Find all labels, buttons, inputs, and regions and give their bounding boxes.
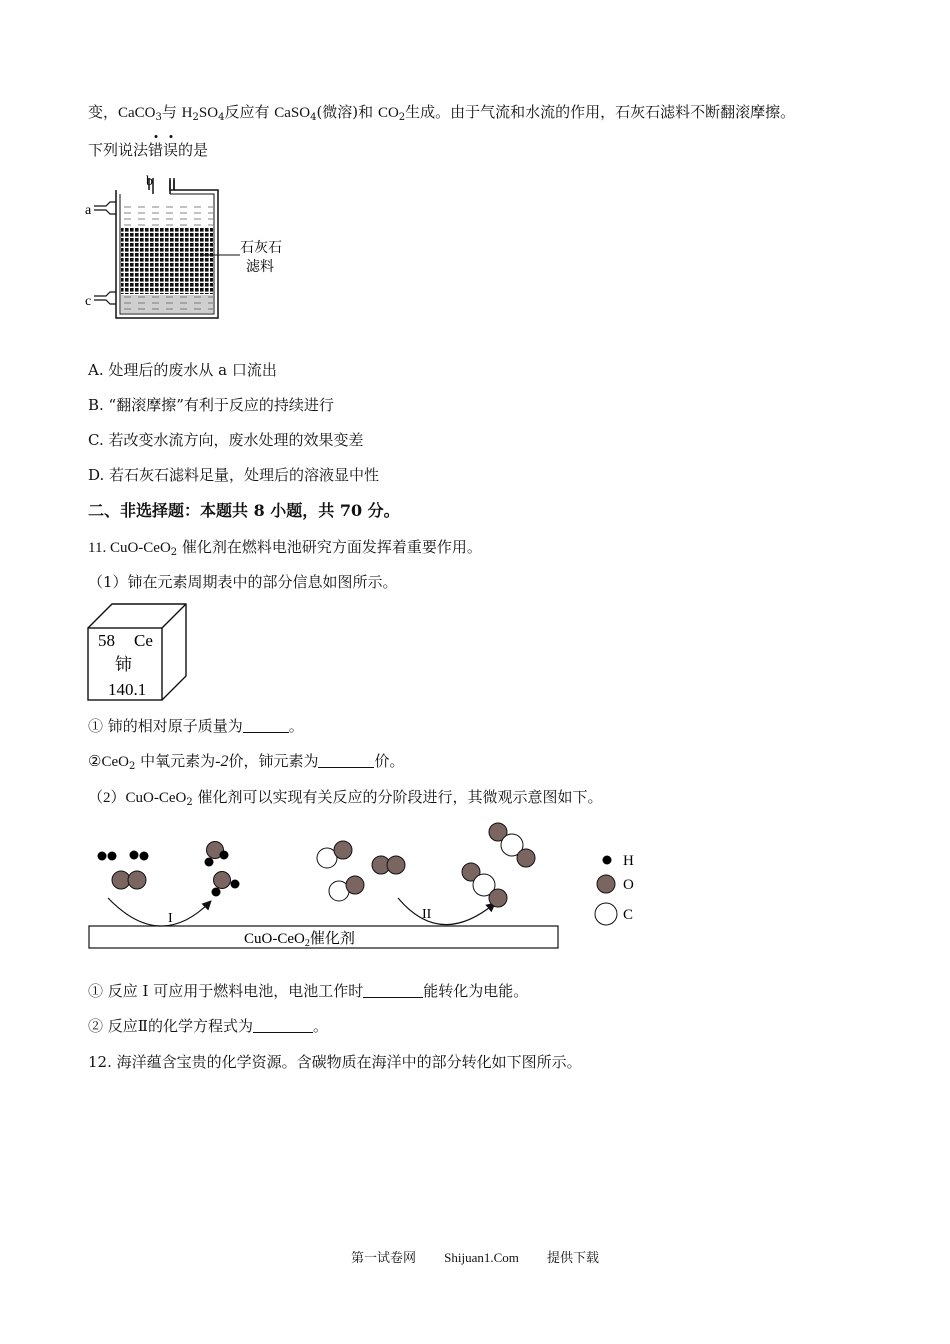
option-b: B. “翻滚摩擦”有利于反应的持续进行 xyxy=(88,396,334,414)
text-fragment: 11. CuO-CeO xyxy=(88,540,171,556)
q11-sub2 xyxy=(88,751,404,772)
footer-site-en: Shijuan1.Com xyxy=(444,1250,519,1265)
subscript: 2 xyxy=(186,797,193,808)
o2-molecule xyxy=(372,856,405,874)
q10-text-line xyxy=(88,102,795,123)
atomic-number: 58 xyxy=(98,631,115,650)
text-fragment: 能转化为电能。 xyxy=(423,982,529,1000)
text-fragment: 价，铈元素为 xyxy=(228,752,319,770)
subscript: 2 xyxy=(128,761,136,772)
text-fragment: 催化剂在燃料电池研究方面发挥着重要作用。 xyxy=(177,538,482,556)
text-fragment: ②CeO xyxy=(88,754,129,770)
q11-sub4 xyxy=(88,1016,328,1036)
formula-caco3: CaCO xyxy=(118,105,156,121)
text-fragment: 价。 xyxy=(374,752,405,770)
q11-part1: （1）铈在元素周期表中的部分信息如图所示。 xyxy=(88,573,398,591)
h2o-molecule xyxy=(212,872,240,897)
subscript: 2 xyxy=(192,112,199,123)
h2-molecule xyxy=(98,852,117,861)
legend-carbon-label: C xyxy=(623,907,634,923)
text-fragment: 变， xyxy=(88,103,119,121)
valence-value: -2 xyxy=(215,753,229,770)
legend-hydrogen-label: H xyxy=(623,853,634,869)
answer-blank[interactable] xyxy=(318,753,374,768)
text-fragment: (微溶)和 xyxy=(316,103,378,121)
filter-label-1: 石灰石 xyxy=(240,240,282,256)
emphasis-char: 误 xyxy=(163,141,179,159)
co-molecule xyxy=(329,876,364,901)
co2-molecule xyxy=(489,823,535,867)
text-fragment: 中氧元素为 xyxy=(135,752,216,770)
text-fragment: ① 铈的相对原子质量为 xyxy=(88,717,243,735)
legend-oxygen-label: O xyxy=(623,877,634,893)
o2-molecule xyxy=(112,871,146,889)
legend-hydrogen-swatch xyxy=(603,856,612,865)
q11-sub1 xyxy=(88,716,304,736)
text-fragment: 与 xyxy=(161,103,182,121)
step-1-label: I xyxy=(168,911,173,926)
text-fragment: ① 反应 I 可应用于燃料电池，电池工作时 xyxy=(88,982,364,1000)
text-fragment: 反应有 xyxy=(224,103,275,121)
outlet-b-label: b xyxy=(146,174,153,189)
h2o-molecule xyxy=(205,842,229,867)
option-a: A. 处理后的废水从 a 口流出 xyxy=(88,361,277,379)
atomic-mass: 140.1 xyxy=(108,680,147,699)
q11-part2 xyxy=(88,787,602,808)
text-fragment: （2）CuO-CeO xyxy=(88,790,187,806)
q11-stem xyxy=(88,537,482,558)
answer-blank[interactable] xyxy=(363,983,423,998)
formula-h2so4: H xyxy=(181,105,193,121)
text-fragment: 的是 xyxy=(178,141,209,159)
q12-stem: 12. 海洋蕴含宝贵的化学资源。含碳物质在海洋中的部分转化如下图所示。 xyxy=(88,1053,582,1071)
page-footer xyxy=(0,1247,950,1266)
q10-prompt xyxy=(88,140,208,160)
subscript: 4 xyxy=(310,112,317,123)
inlet-a-label: a xyxy=(85,203,92,218)
inlet-c-label: c xyxy=(85,294,92,309)
reaction-arrow-2 xyxy=(398,898,494,925)
text-fragment: 。 xyxy=(288,717,304,735)
text-fragment: ② 反应Ⅱ的化学方程式为 xyxy=(88,1017,253,1035)
emphasis-char: 错 xyxy=(148,141,164,159)
element-name: 铈 xyxy=(115,655,132,675)
text-fragment: 下列说法 xyxy=(88,141,149,159)
q11-sub3 xyxy=(88,981,528,1001)
legend-oxygen-swatch xyxy=(597,875,615,893)
catalyst-label: CuO-CeO$_2$催化剂 xyxy=(244,929,355,949)
option-d: D. 若石灰石滤料足量，处理后的溶液显中性 xyxy=(88,466,380,484)
element-symbol: Ce xyxy=(134,631,153,650)
option-c: C. 若改变水流方向，废水处理的效果变差 xyxy=(88,431,364,449)
text-fragment: 催化剂可以实现有关反应的分阶段进行，其微观示意图如下。 xyxy=(192,788,603,806)
formula-caso4: CaSO xyxy=(274,105,311,121)
subscript: 3 xyxy=(155,112,162,123)
reaction-arrow-1 xyxy=(108,898,210,926)
formula-co2: CO xyxy=(377,105,399,121)
limestone-tank-figure xyxy=(80,168,320,328)
h2-molecule xyxy=(130,851,149,861)
step-2-label: II xyxy=(422,907,432,922)
section-title: 二、非选择题：本题共 8 小题，共 70 分。 xyxy=(88,501,400,520)
co2-molecule xyxy=(462,863,507,907)
element-card-cerium xyxy=(86,602,191,704)
catalyst-micro-diagram xyxy=(80,812,660,957)
answer-blank[interactable] xyxy=(253,1018,313,1033)
footer-site-cn: 第一试卷网 xyxy=(350,1251,416,1266)
subscript: 4 xyxy=(218,112,225,123)
text-fragment: 。 xyxy=(312,1017,328,1035)
formula-h2so4-part: SO xyxy=(198,105,219,121)
subscript: 2 xyxy=(170,547,178,558)
subscript: 2 xyxy=(398,112,406,123)
filter-label-2: 滤料 xyxy=(246,259,274,275)
legend-carbon-swatch xyxy=(595,903,617,925)
text-fragment: 生成。由于气流和水流的作用，石灰石滤料不断翻滚摩擦。 xyxy=(405,103,796,121)
co-molecule xyxy=(317,841,352,868)
footer-note: 提供下载 xyxy=(547,1251,600,1266)
answer-blank[interactable] xyxy=(243,718,289,733)
